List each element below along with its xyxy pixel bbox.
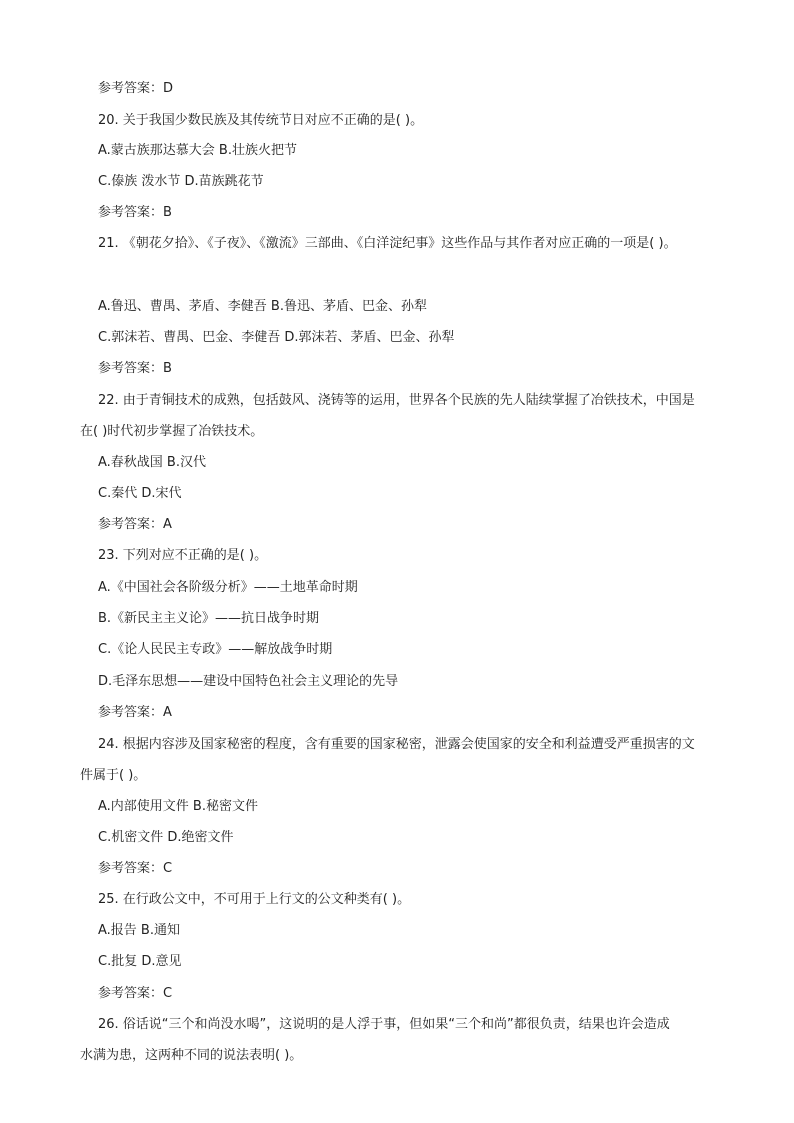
question-22-options-ab: A.春秋战国 B.汉代 — [98, 455, 206, 470]
question-26: 26. 俗话说“三个和尚没水喝”，这说明的是人浮于事，但如果“三个和尚”都很负责，结果也许会造成 — [98, 1017, 670, 1032]
question-23-option-a: A.《中国社会各阶级分析》——土地革命时期 — [98, 580, 358, 595]
question-22: 22. 由于青铜技术的成熟，包括鼓风、浇铸等的运用，世界各个民族的先人陆续掌握了冶铁技术，中国是 — [98, 393, 695, 408]
question-24-cont: 件属于( )。 — [80, 768, 147, 783]
question-21-options-cd: C.郭沫若、曹禺、巴金、李健吾 D.郭沫若、茅盾、巴金、孙犁 — [98, 330, 455, 345]
answer-19: 参考答案：D — [98, 81, 174, 96]
question-24: 24. 根据内容涉及国家秘密的程度，含有重要的国家秘密，泄露会使国家的安全和利益遭受严重损害的文 — [98, 737, 695, 752]
question-21: 21. 《朝花夕拾》、《子夜》、《激流》三部曲、《白洋淀纪事》这些作品与其作者对应正确的一项是( )。 — [98, 236, 677, 251]
question-24-options-cd: C.机密文件 D.绝密文件 — [98, 830, 234, 845]
question-23-option-b: B.《新民主主义论》——抗日战争时期 — [98, 611, 320, 626]
question-25-options-cd: C.批复 D.意见 — [98, 954, 182, 969]
question-23-option-d: D.毛泽东思想——建设中国特色社会主义理论的先导 — [98, 674, 399, 689]
question-20-options-ab: A.蒙古族那达慕大会 B.壮族火把节 — [98, 143, 297, 158]
question-23-option-c: C.《论人民民主专政》——解放战争时期 — [98, 642, 333, 657]
question-25: 25. 在行政公文中，不可用于上行文的公文种类有( )。 — [98, 892, 411, 907]
question-25-options-ab: A.报告 B.通知 — [98, 923, 180, 938]
answer-25: 参考答案：C — [98, 986, 173, 1001]
question-23: 23. 下列对应不正确的是( )。 — [98, 548, 268, 563]
answer-22: 参考答案：A — [98, 517, 172, 532]
answer-20: 参考答案：B — [98, 205, 172, 220]
question-24-options-ab: A.内部使用文件 B.秘密文件 — [98, 799, 258, 814]
answer-23: 参考答案：A — [98, 705, 172, 720]
answer-21: 参考答案：B — [98, 361, 172, 376]
question-22-options-cd: C.秦代 D.宋代 — [98, 486, 182, 501]
question-22-cont: 在( )时代初步掌握了冶铁技术。 — [80, 424, 264, 439]
question-20-options-cd: C.傣族 泼水节 D.苗族跳花节 — [98, 174, 264, 189]
question-21-options-ab: A.鲁迅、曹禺、茅盾、李健吾 B.鲁迅、茅盾、巴金、孙犁 — [98, 299, 427, 314]
question-20: 20. 关于我国少数民族及其传统节日对应不正确的是( )。 — [98, 113, 424, 128]
question-26-cont: 水满为患，这两种不同的说法表明( )。 — [80, 1048, 303, 1063]
answer-24: 参考答案：C — [98, 861, 173, 876]
